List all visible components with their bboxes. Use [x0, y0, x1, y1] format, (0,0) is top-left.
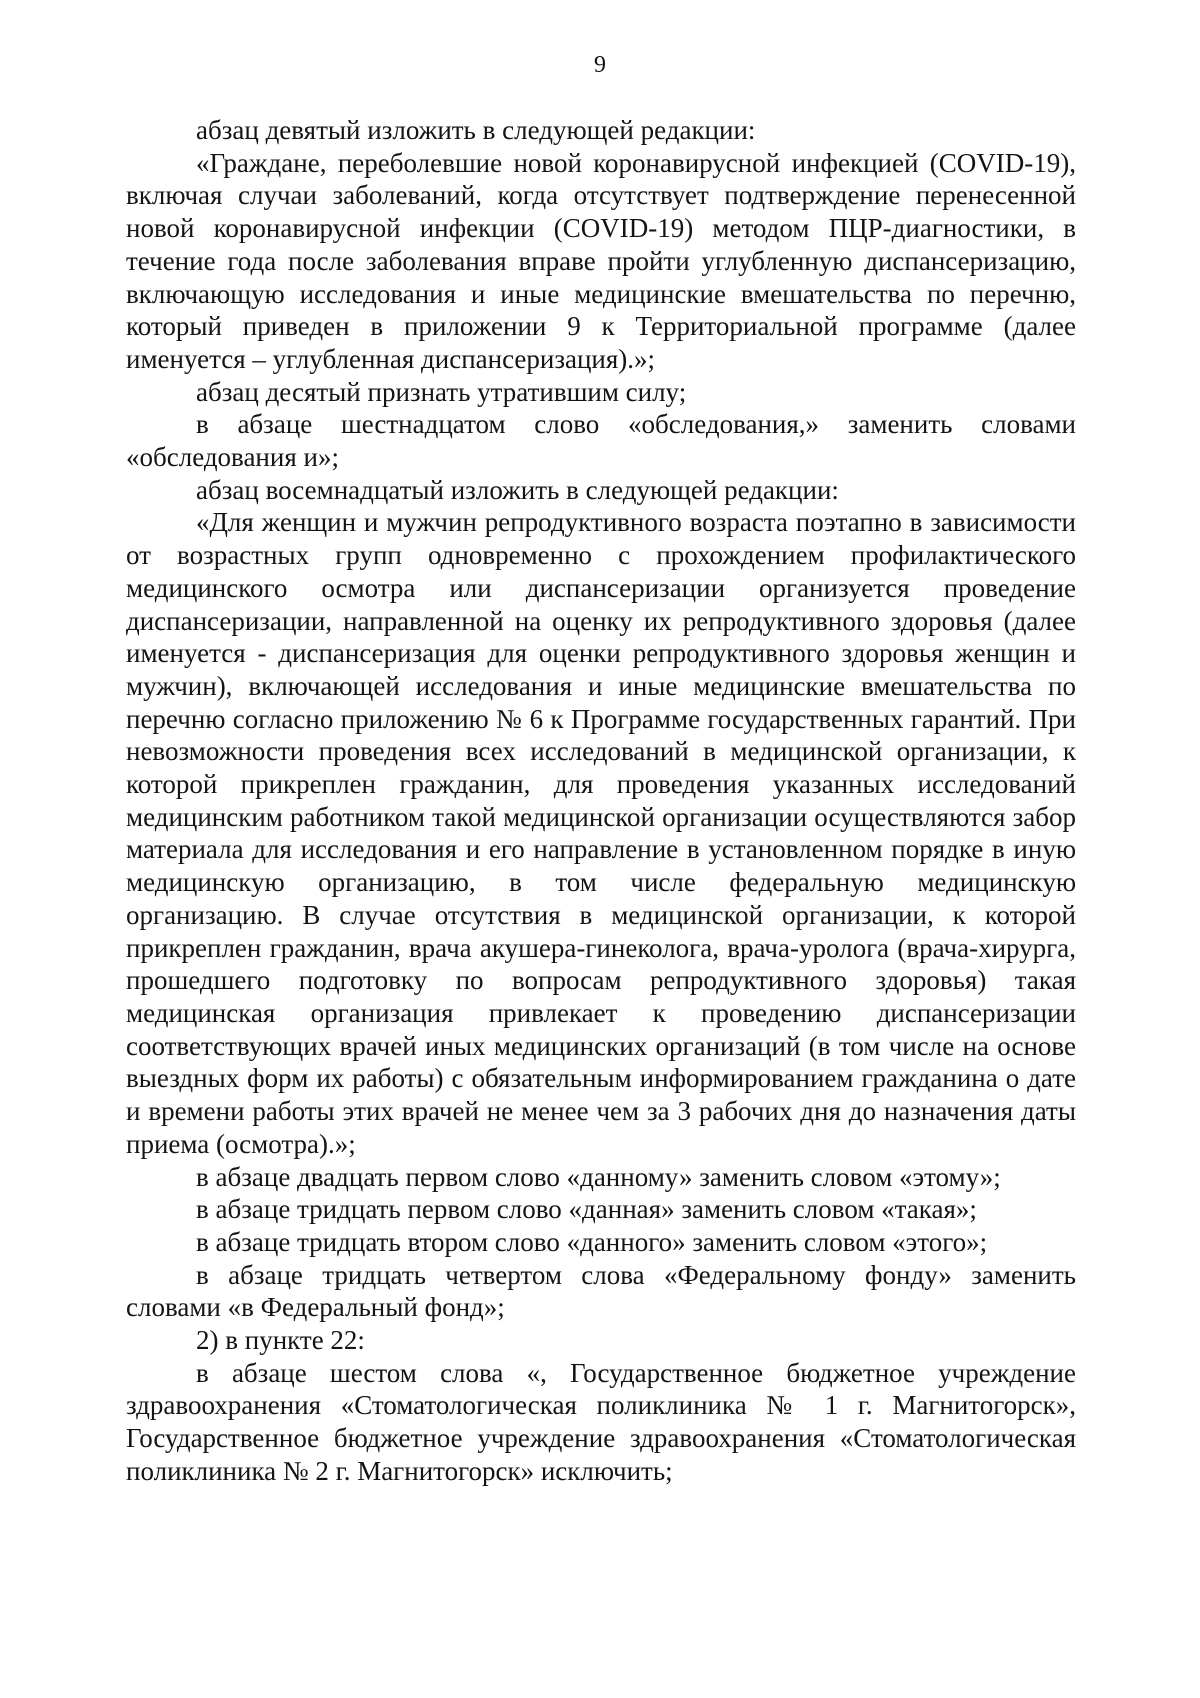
document-body: [126, 114, 1076, 1488]
paragraph: 2) в пункте 22:: [196, 1325, 365, 1356]
paragraph: в абзаце тридцать первом слово «данная» заменить словом «такая»;: [196, 1194, 977, 1225]
paragraph: в абзаце тридцать втором слово «данного» заменить словом «этого»;: [196, 1226, 988, 1257]
paragraph: в абзаце шестнадцатом слово «обследования,» заменить словами «обследования и»;: [126, 409, 1076, 473]
paragraph: в абзаце тридцать четвертом слова «Федеральному фонду» заменить словами «в Федеральный фонд»;: [126, 1259, 1076, 1323]
paragraph: «Граждане, переболевшие новой коронавирусной инфекцией (COVID-19), включая случаи заболеваний, когда отсутствует подтверждение перенесенной новой коронавирусной инфекции (COVID-19) методом ПЦР-диагностики, в течение года после заболевания вправе пройти углубленную диспансеризацию, включающую исследования и иные медицинские вмешательства по перечню, который приведен в приложении 9 к Территориальной программе (далее именуется – углубленная диспансеризация).»;: [126, 147, 1076, 374]
paragraph: абзац десятый признать утратившим силу;: [196, 376, 687, 407]
page-number: 9: [594, 52, 606, 78]
paragraph: абзац девятый изложить в следующей редакции:: [196, 115, 756, 145]
paragraph: в абзаце шестом слова «, Государственное бюджетное учреждение здравоохранения «Стоматологическая поликлиника № 1 г. Магнитогорск», Государственное бюджетное учреждение здравоохранения «Стоматологическая поликлиника № 2 г. Магнитогорск» исключить;: [126, 1357, 1076, 1486]
paragraph: в абзаце двадцать первом слово «данному» заменить словом «этому»;: [196, 1161, 1001, 1192]
paragraph: «Для женщин и мужчин репродуктивного возраста поэтапно в зависимости от возрастных групп одновременно с прохождением профилактического медицинского осмотра или диспансеризации организуется проведение диспансеризации, направленной на оценку их репродуктивного здоровья (далее именуется - диспансеризация для оценки репродуктивного здоровья женщин и мужчин), включающей исследования и иные медицинские вмешательства по перечню согласно приложению № 6 к Программе государственных гарантий. При невозможности проведения всех исследований в медицинской организации, к которой прикреплен гражданин, для проведения указанных исследований медицинским работником такой медицинской организации осуществляются забор материала для исследования и его направление в установленном порядке в иную медицинскую организацию, в том числе федеральную медицинскую организацию. В случае отсутствия в медицинской организации, к которой прикреплен гражданин, врача акушера-гинеколога, врача-уролога (врача-хирурга, прошедшего подготовку по вопросам репродуктивного здоровья) такая медицинская организация привлекает к проведению диспансеризации соответствующих врачей иных медицинских организаций (в том числе на основе выездных форм их работы) с обязательным информированием гражданина о дате и времени работы этих врачей не менее чем за 3 рабочих дня до назначения даты приема (осмотра).»;: [126, 507, 1076, 1159]
paragraph: абзац восемнадцатый изложить в следующей редакции:: [196, 474, 839, 505]
